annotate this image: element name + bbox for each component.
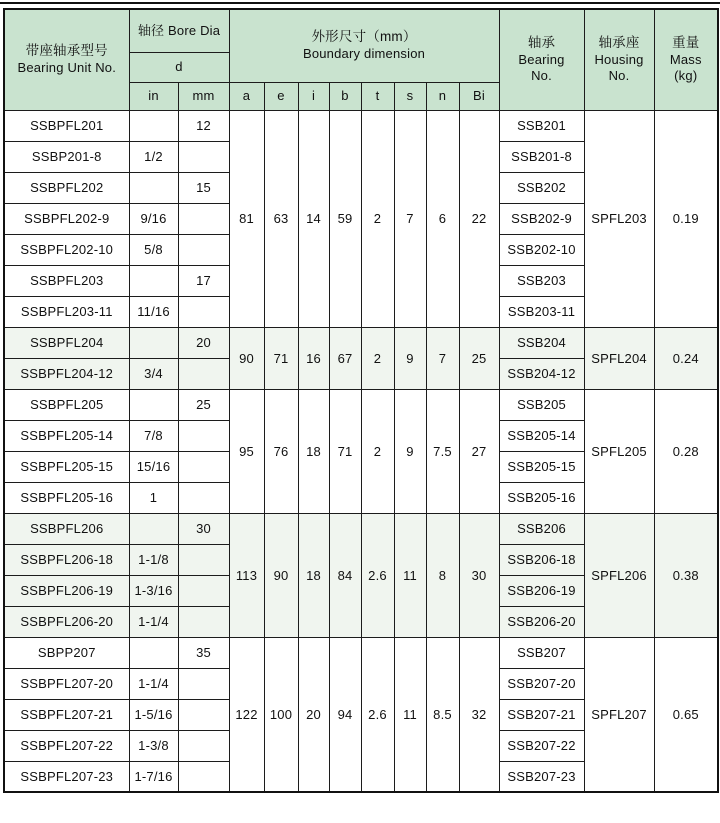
- bore-mm-cell: [178, 575, 229, 606]
- mass-cell: 0.24: [654, 327, 718, 389]
- unit-no-cell: SSBPFL204: [4, 327, 129, 358]
- bore-in-cell: 9/16: [129, 203, 178, 234]
- bore-mm-cell: [178, 420, 229, 451]
- bore-in-cell: [129, 637, 178, 668]
- unit-no-cell: SSBPFL207-20: [4, 668, 129, 699]
- bore-mm-cell: [178, 761, 229, 792]
- bore-mm-cell: 15: [178, 172, 229, 203]
- unit-no-cell: SSBPFL206-20: [4, 606, 129, 637]
- dim-n-cell: 7.5: [426, 389, 459, 513]
- dim-n-cell: 8.5: [426, 637, 459, 792]
- unit-no-cell: SSBPFL205: [4, 389, 129, 420]
- dim-bi-cell: 27: [459, 389, 499, 513]
- bearing-no-cell: SSB205-15: [499, 451, 584, 482]
- bore-in-cell: 15/16: [129, 451, 178, 482]
- header-bearing-no: [499, 9, 584, 110]
- header-mass-en2: (kg): [674, 68, 698, 84]
- bore-in-cell: 1: [129, 482, 178, 513]
- header-bearing-unit-no-en: Bearing Unit No.: [17, 60, 117, 76]
- dim-n-cell: 8: [426, 513, 459, 637]
- bore-mm-cell: [178, 234, 229, 265]
- unit-no-cell: SSBPFL207-22: [4, 730, 129, 761]
- dim-i-cell: 18: [298, 513, 329, 637]
- table-row: [4, 513, 718, 544]
- header-mass-zh: 重量: [672, 35, 700, 51]
- bore-mm-cell: 12: [178, 110, 229, 141]
- bore-mm-cell: [178, 606, 229, 637]
- header-housing-no: [584, 9, 654, 110]
- bore-in-cell: 1-1/8: [129, 544, 178, 575]
- dim-s-cell: 7: [394, 110, 426, 327]
- bore-mm-cell: [178, 699, 229, 730]
- bearing-no-cell: SSB204-12: [499, 358, 584, 389]
- housing-no-cell: SPFL205: [584, 389, 654, 513]
- dim-t-cell: 2: [361, 389, 394, 513]
- unit-no-cell: SSBPFL204-12: [4, 358, 129, 389]
- bearing-no-cell: SSB203: [499, 265, 584, 296]
- table-header: [4, 9, 718, 110]
- dim-t-cell: 2.6: [361, 513, 394, 637]
- bearing-no-cell: SSB207: [499, 637, 584, 668]
- bearing-no-cell: SSB206-20: [499, 606, 584, 637]
- dim-b-cell: 84: [329, 513, 361, 637]
- bore-in-cell: 1-3/16: [129, 575, 178, 606]
- bore-in-cell: 1-7/16: [129, 761, 178, 792]
- table-row: [4, 389, 718, 420]
- bearing-no-cell: SSB207-21: [499, 699, 584, 730]
- dim-i-cell: 18: [298, 389, 329, 513]
- bore-in-cell: 1/2: [129, 141, 178, 172]
- bearing-no-cell: SSB207-23: [499, 761, 584, 792]
- dim-s-cell: 11: [394, 513, 426, 637]
- dim-b-cell: 67: [329, 327, 361, 389]
- dim-e-cell: 100: [264, 637, 298, 792]
- bearing-no-cell: SSB202-10: [499, 234, 584, 265]
- bore-mm-cell: [178, 358, 229, 389]
- dim-t-cell: 2: [361, 327, 394, 389]
- dim-e-cell: 90: [264, 513, 298, 637]
- header-dim-b: b: [329, 82, 361, 110]
- bore-mm-cell: 17: [178, 265, 229, 296]
- header-bore-dia: 轴径 Bore Dia: [129, 9, 229, 52]
- unit-no-cell: SSBPFL206: [4, 513, 129, 544]
- dim-b-cell: 71: [329, 389, 361, 513]
- bore-in-cell: 5/8: [129, 234, 178, 265]
- header-boundary-dimension: [229, 9, 499, 82]
- dim-a-cell: 122: [229, 637, 264, 792]
- header-boundary-dimension-zh: 外形尺寸（mm）: [311, 29, 417, 45]
- header-bore-in: in: [129, 82, 178, 110]
- dim-e-cell: 71: [264, 327, 298, 389]
- housing-no-cell: SPFL203: [584, 110, 654, 327]
- unit-no-cell: SSBPFL207-23: [4, 761, 129, 792]
- dim-i-cell: 16: [298, 327, 329, 389]
- bearing-spec-table: [3, 8, 719, 793]
- dim-a-cell: 95: [229, 389, 264, 513]
- header-housing-no-en1: Housing: [594, 51, 644, 67]
- header-dim-t: t: [361, 82, 394, 110]
- unit-no-cell: SSBPFL207-21: [4, 699, 129, 730]
- bearing-no-cell: SSB202: [499, 172, 584, 203]
- bearing-no-cell: SSB201: [499, 110, 584, 141]
- unit-no-cell: SBPP207: [4, 637, 129, 668]
- dim-i-cell: 20: [298, 637, 329, 792]
- table-body: [4, 110, 718, 792]
- header-bearing-unit-no-zh: 带座轴承型号: [25, 43, 108, 59]
- header-bearing-no-zh: 轴承: [527, 35, 556, 51]
- header-mass-en1: Mass: [669, 51, 702, 67]
- header-mass: [654, 9, 718, 110]
- table-row: [4, 637, 718, 668]
- bearing-no-cell: SSB205-14: [499, 420, 584, 451]
- unit-no-cell: SSBPFL206-18: [4, 544, 129, 575]
- dim-a-cell: 81: [229, 110, 264, 327]
- bore-mm-cell: [178, 730, 229, 761]
- bore-in-cell: 1-3/8: [129, 730, 178, 761]
- header-dim-i: i: [298, 82, 329, 110]
- header-bore-d: d: [129, 52, 229, 82]
- bearing-no-cell: SSB204: [499, 327, 584, 358]
- dim-a-cell: 90: [229, 327, 264, 389]
- bearing-no-cell: SSB205-16: [499, 482, 584, 513]
- bore-in-cell: [129, 389, 178, 420]
- bore-mm-cell: 25: [178, 389, 229, 420]
- header-housing-no-zh: 轴承座: [598, 35, 640, 51]
- housing-no-cell: SPFL204: [584, 327, 654, 389]
- bore-mm-cell: [178, 668, 229, 699]
- header-housing-no-en2: No.: [608, 68, 630, 84]
- bore-mm-cell: [178, 203, 229, 234]
- unit-no-cell: SSBPFL203-11: [4, 296, 129, 327]
- header-dim-s: s: [394, 82, 426, 110]
- mass-cell: 0.65: [654, 637, 718, 792]
- top-rule: [0, 2, 720, 4]
- bearing-no-cell: SSB202-9: [499, 203, 584, 234]
- dim-b-cell: 59: [329, 110, 361, 327]
- unit-no-cell: SSBPFL202-10: [4, 234, 129, 265]
- bore-in-cell: 7/8: [129, 420, 178, 451]
- mass-cell: 0.38: [654, 513, 718, 637]
- dim-i-cell: 14: [298, 110, 329, 327]
- header-bearing-unit-no: [4, 9, 129, 110]
- bore-in-cell: 1-5/16: [129, 699, 178, 730]
- dim-bi-cell: 32: [459, 637, 499, 792]
- header-bearing-no-en1: Bearing: [518, 51, 565, 67]
- dim-s-cell: 9: [394, 389, 426, 513]
- bearing-no-cell: SSB206-18: [499, 544, 584, 575]
- bearing-no-cell: SSB203-11: [499, 296, 584, 327]
- unit-no-cell: SSBPFL205-15: [4, 451, 129, 482]
- bore-in-cell: 3/4: [129, 358, 178, 389]
- dim-e-cell: 76: [264, 389, 298, 513]
- bore-in-cell: [129, 513, 178, 544]
- bore-in-cell: [129, 327, 178, 358]
- bore-mm-cell: [178, 451, 229, 482]
- bore-in-cell: 1-1/4: [129, 606, 178, 637]
- unit-no-cell: SSBPFL202-9: [4, 203, 129, 234]
- bearing-no-cell: SSB206: [499, 513, 584, 544]
- mass-cell: 0.28: [654, 389, 718, 513]
- unit-no-cell: SSBPFL206-19: [4, 575, 129, 606]
- unit-no-cell: SSBPFL203: [4, 265, 129, 296]
- bore-in-cell: 1-1/4: [129, 668, 178, 699]
- housing-no-cell: SPFL206: [584, 513, 654, 637]
- dim-e-cell: 63: [264, 110, 298, 327]
- bearing-no-cell: SSB207-22: [499, 730, 584, 761]
- dim-t-cell: 2.6: [361, 637, 394, 792]
- housing-no-cell: SPFL207: [584, 637, 654, 792]
- bore-mm-cell: [178, 482, 229, 513]
- dim-bi-cell: 22: [459, 110, 499, 327]
- dim-b-cell: 94: [329, 637, 361, 792]
- bore-in-cell: [129, 265, 178, 296]
- dim-n-cell: 7: [426, 327, 459, 389]
- unit-no-cell: SSBPFL202: [4, 172, 129, 203]
- header-dim-e: e: [264, 82, 298, 110]
- bearing-no-cell: SSB205: [499, 389, 584, 420]
- unit-no-cell: SSBP201-8: [4, 141, 129, 172]
- bore-mm-cell: [178, 296, 229, 327]
- mass-cell: 0.19: [654, 110, 718, 327]
- dim-bi-cell: 25: [459, 327, 499, 389]
- bearing-no-cell: SSB207-20: [499, 668, 584, 699]
- header-dim-a: a: [229, 82, 264, 110]
- bearing-no-cell: SSB206-19: [499, 575, 584, 606]
- header-bore-mm: mm: [178, 82, 229, 110]
- unit-no-cell: SSBPFL205-14: [4, 420, 129, 451]
- header-dim-bi: Bi: [459, 82, 499, 110]
- unit-no-cell: SSBPFL201: [4, 110, 129, 141]
- bore-mm-cell: 35: [178, 637, 229, 668]
- dim-n-cell: 6: [426, 110, 459, 327]
- unit-no-cell: SSBPFL205-16: [4, 482, 129, 513]
- bore-in-cell: [129, 172, 178, 203]
- dim-s-cell: 9: [394, 327, 426, 389]
- bearing-no-cell: SSB201-8: [499, 141, 584, 172]
- bore-in-cell: 11/16: [129, 296, 178, 327]
- header-dim-n: n: [426, 82, 459, 110]
- dim-t-cell: 2: [361, 110, 394, 327]
- dim-a-cell: 113: [229, 513, 264, 637]
- bore-mm-cell: [178, 141, 229, 172]
- header-boundary-dimension-en: Boundary dimension: [302, 46, 426, 62]
- bore-mm-cell: 30: [178, 513, 229, 544]
- table-row: [4, 327, 718, 358]
- bore-mm-cell: [178, 544, 229, 575]
- dim-s-cell: 11: [394, 637, 426, 792]
- header-bearing-no-en2: No.: [531, 68, 552, 84]
- bore-mm-cell: 20: [178, 327, 229, 358]
- table-row: [4, 110, 718, 141]
- bore-in-cell: [129, 110, 178, 141]
- dim-bi-cell: 30: [459, 513, 499, 637]
